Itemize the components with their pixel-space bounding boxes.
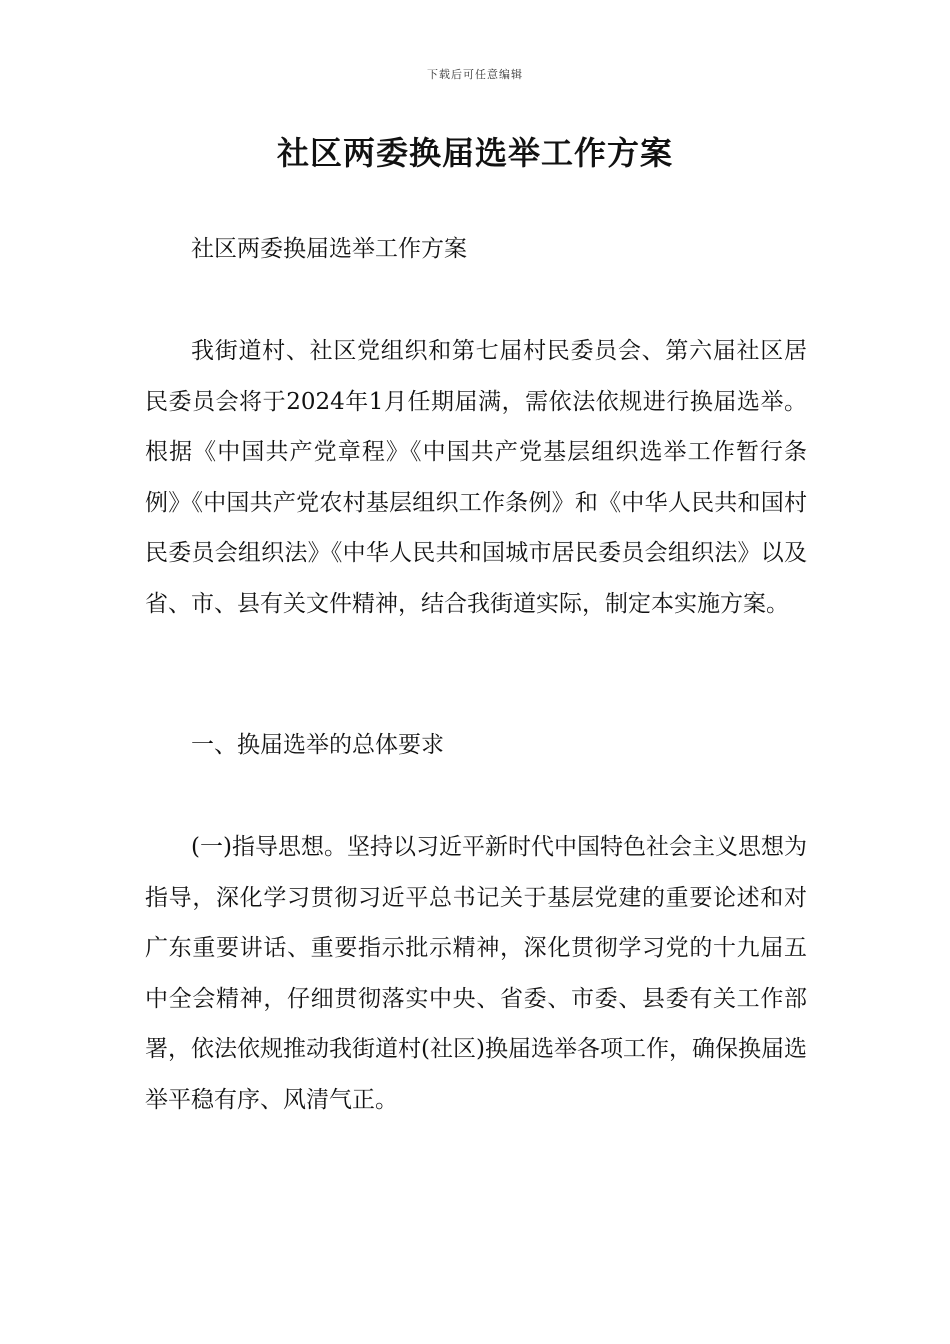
section-heading-general-requirements: 一、换届选举的总体要求 [191, 732, 444, 758]
intro-paragraph: 我街道村、社区党组织和第七届村民委员会、第六届社区居民委员会将于2024年1月任期届满，需依法依规进行换届选举。根据《中国共产党章程》《中国共产党基层组织选举工作暂行条例》《中国共产党农村基层组织工作条例》和《中华人民共和国村民委员会组织法》《中华人民共和国城市居民委员会组织法》以及省、市、县有关文件精神，结合我街道实际，制定本实施方案。 [145, 338, 807, 617]
document-subtitle: 社区两委换届选举工作方案 [191, 236, 467, 262]
header-note: 下载后可任意编辑 [427, 68, 523, 81]
guiding-ideology-paragraph: (一)指导思想。坚持以习近平新时代中国特色社会主义思想为指导，深化学习贯彻习近平总书记关于基层党建的重要论述和对广东重要讲话、重要指示批示精神，深化贯彻学习党的十九届五中全会精神，仔细贯彻落实中央、省委、市委、县委有关工作部署，依法依规推动我街道村(社区)换届选举各项工作，确保换届选举平稳有序、风清气正。 [145, 834, 807, 1113]
document-title: 社区两委换届选举工作方案 [276, 134, 673, 172]
